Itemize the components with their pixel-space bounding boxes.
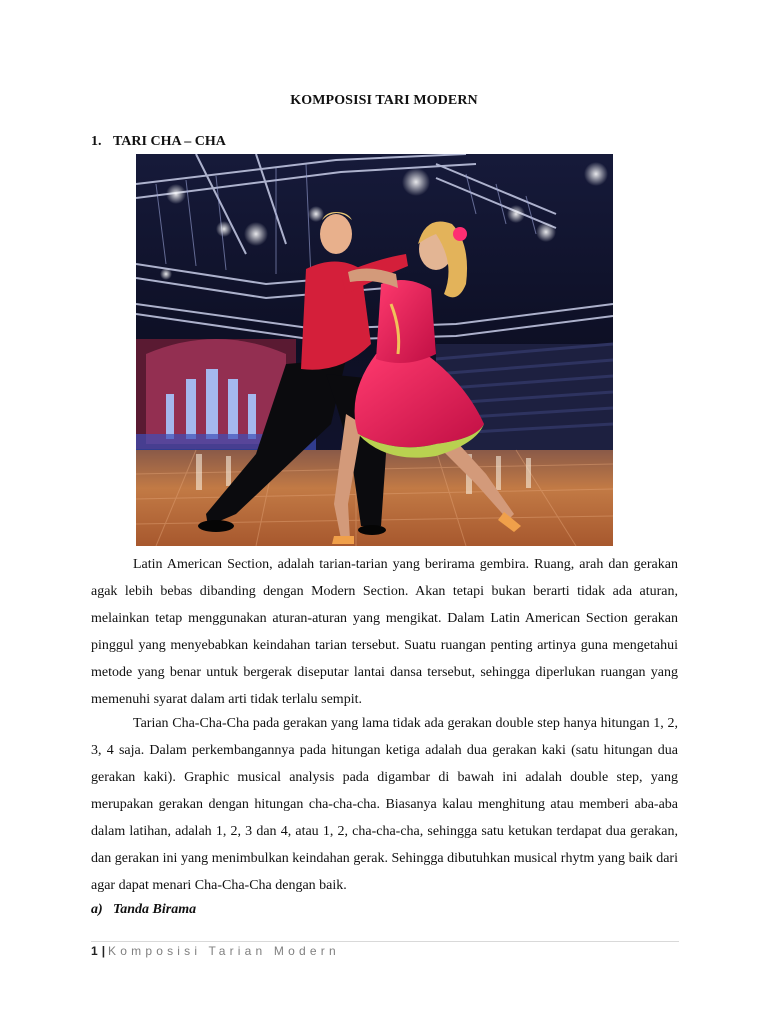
footer-divider <box>91 941 679 942</box>
subsection-title: Tanda Birama <box>113 902 197 917</box>
footer-separator: | <box>101 944 106 958</box>
footer-label: Komposisi Tarian Modern <box>108 944 340 958</box>
paragraph-1-text: Latin American Section, adalah tarian-tarian yang berirama gembira. Ruang, arah dan gerakan agak lebih bebas dibanding dengan Modern Section. Akan tetapi bukan berarti tidak ada aturan, melainkan tetap menggunakan aturan-aturan yang mengikat. Dalam Latin American Section gerakan pinggul yang menyebabkan keindahan tarian tersebut. Suatu ruangan penting artinya guna mengetahui metode yang benar untuk bergerak diseputar lantai dansa tersebut, sehingga diperlukan ruangan yang memenuhi syarat dalam arti tidak terlalu sempit. <box>91 557 678 707</box>
subsection-heading <box>91 902 196 918</box>
document-title: KOMPOSISI TARI MODERN <box>290 93 478 108</box>
dance-photo <box>136 154 613 546</box>
page-number: 1 <box>91 944 98 958</box>
paragraph-1 <box>91 551 678 713</box>
subsection-letter: a) <box>91 902 103 917</box>
page-footer <box>91 943 340 959</box>
paragraph-2-text: Tarian Cha-Cha-Cha pada gerakan yang lama tidak ada gerakan double step hanya hitungan 1, 2, 3, 4 saja. Dalam perkembangannya pada hitungan ketiga adalah dua gerakan kaki (satu hitungan dua gerakan kaki). Graphic musical analysis pada digambar di bawah ini adalah double step, yang merupakan gerakan dengan hitungan cha-cha-cha. Biasanya kalau menghitung atau memberi aba-aba dalam latihan, adalah 1, 2, 3 dan 4, atau 1, 2, cha-cha-cha, sehingga satu ketukan terdapat dua gerakan, dan gerakan ini yang menimbulkan keindahan gerak. Sehingga dibutuhkan musical rhytm yang baik dari agar dapat menari Cha-Cha-Cha dengan baik. <box>91 716 678 893</box>
section-heading <box>91 134 226 150</box>
section-title: TARI CHA – CHA <box>113 134 226 149</box>
paragraph-2 <box>91 710 678 899</box>
section-number: 1. <box>91 134 102 149</box>
